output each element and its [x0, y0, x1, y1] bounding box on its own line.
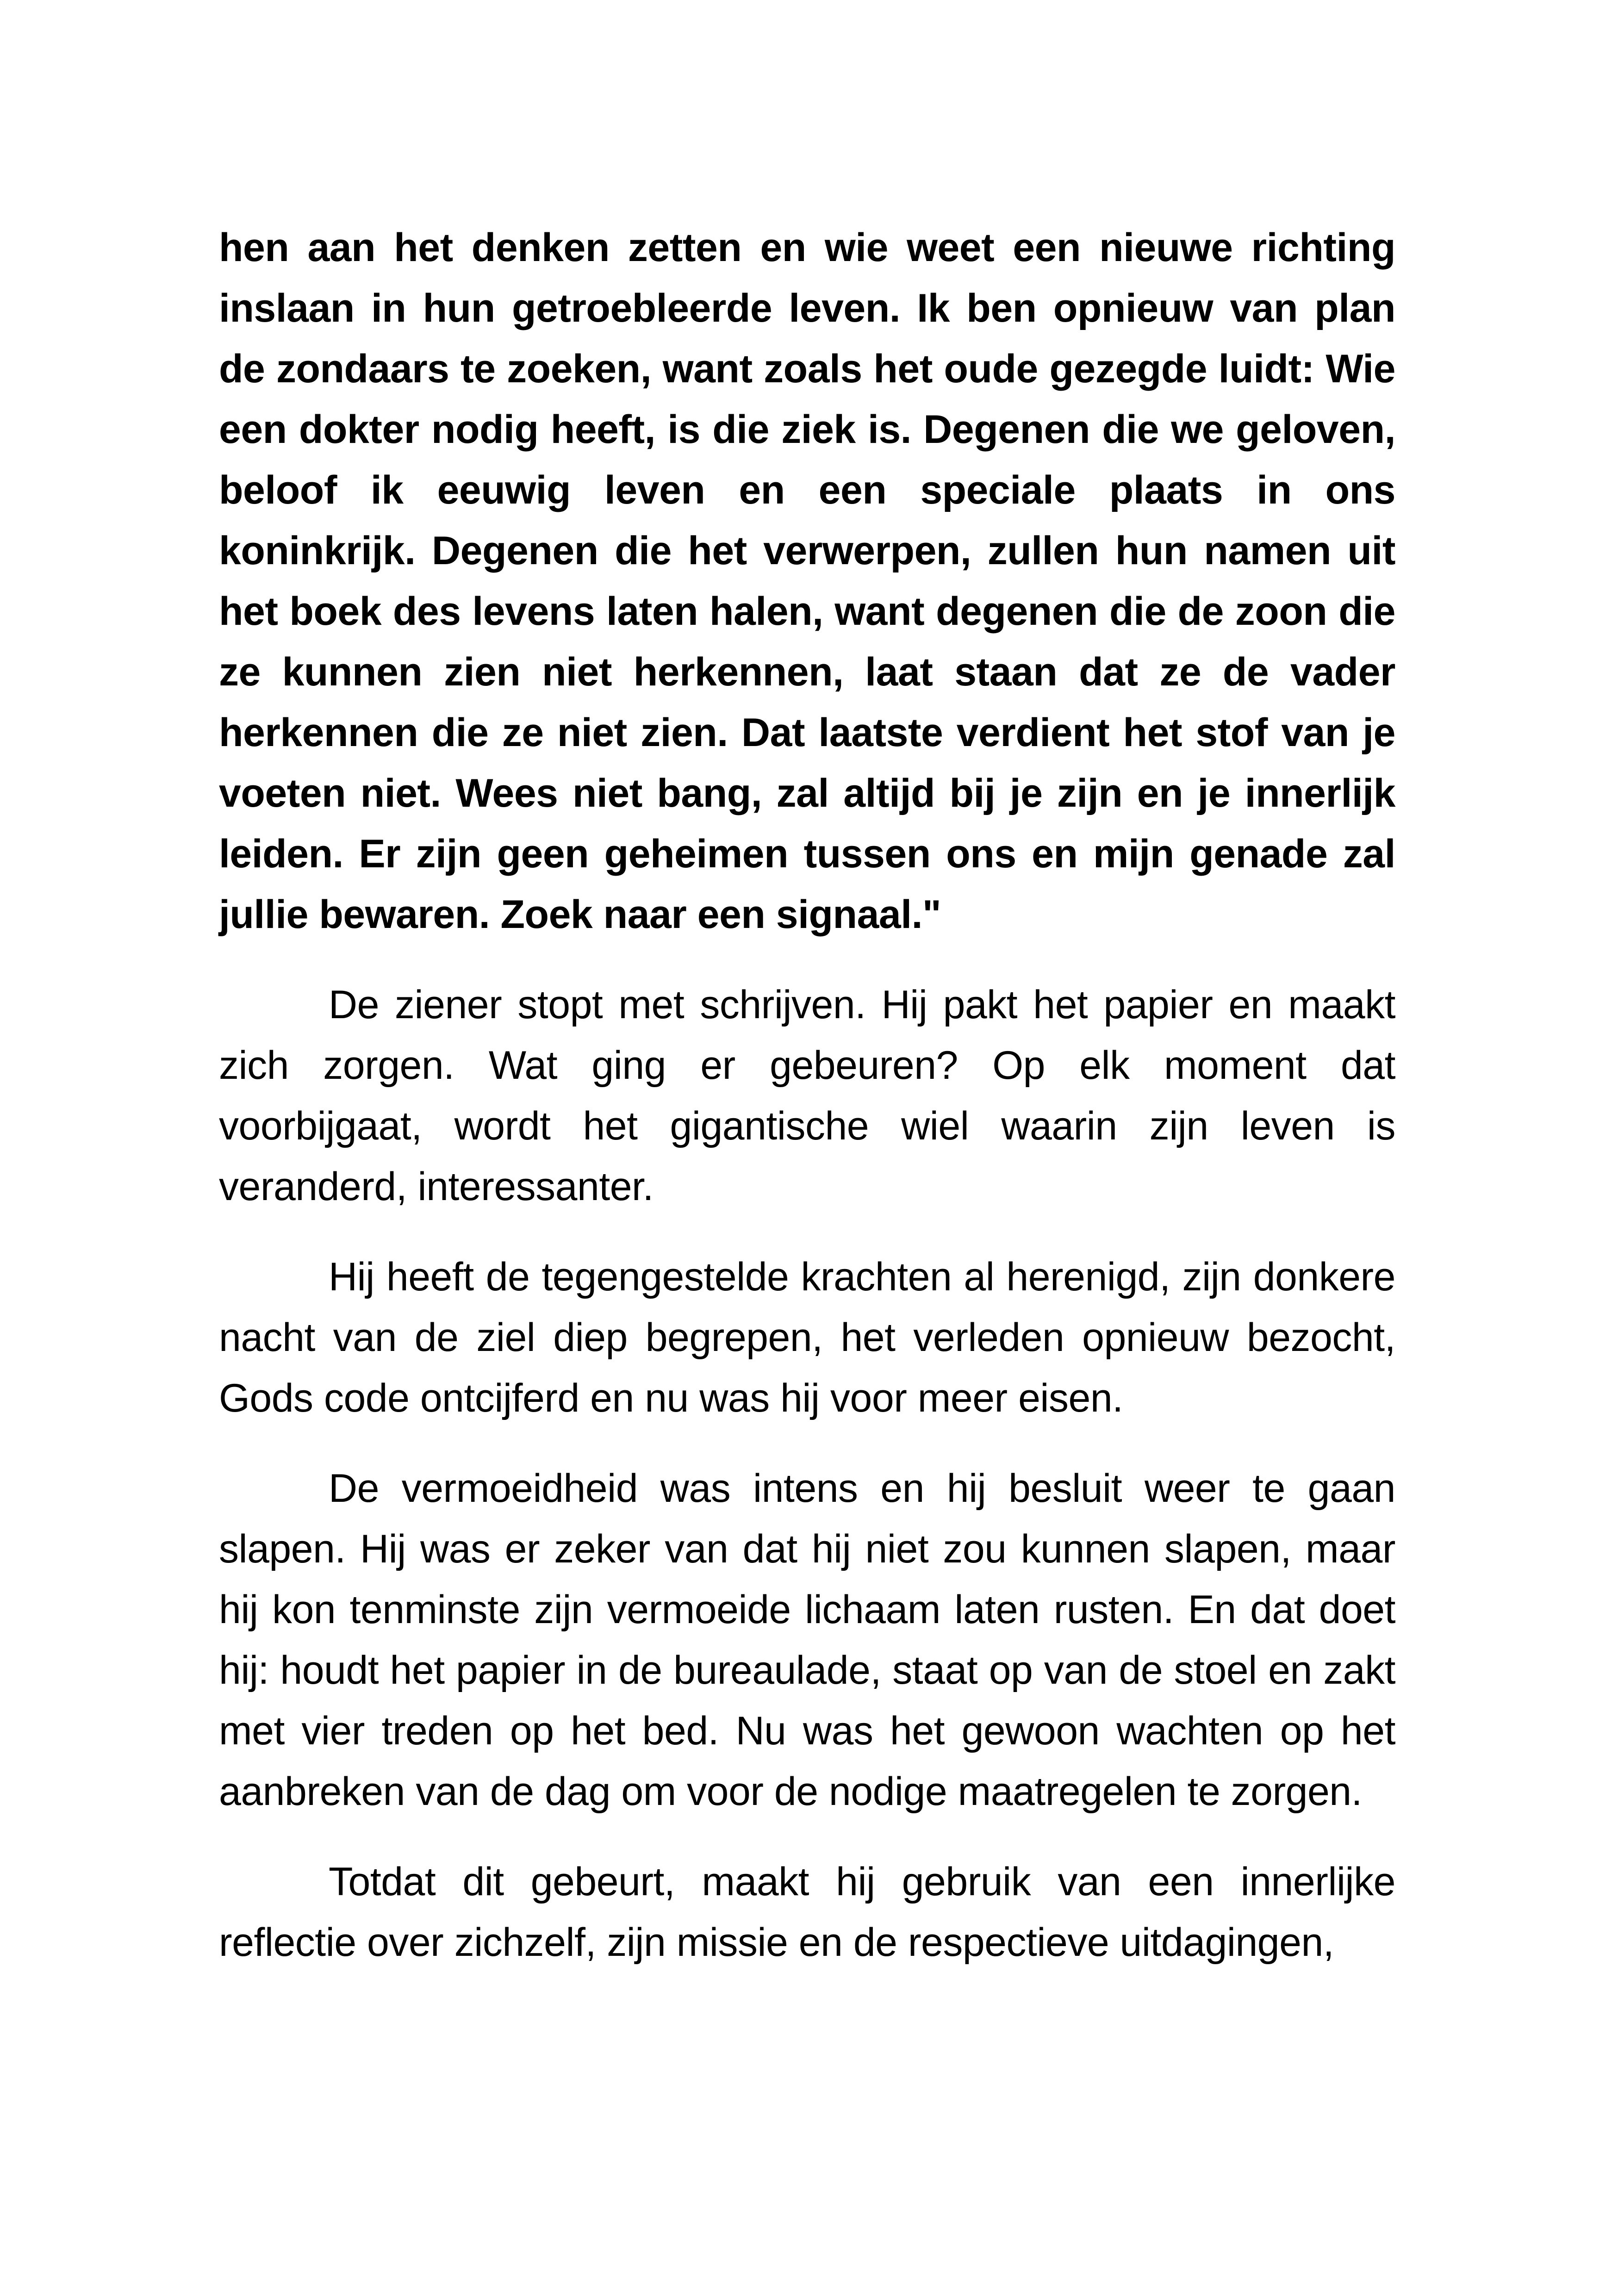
body-text	[219, 218, 1395, 1973]
paragraph-fatigue: De vermoeidheid was intens en hij besluit weer te gaan slapen. Hij was er zeker van dat hij niet zou kunnen slapen, maar hij kon tenminste zijn vermoeide lichaam laten rusten. En dat doet hij: houdt het papier in de bureaulade, staat op van de stoel en zakt met vier treden op het bed. Nu was het gewoon wachten op het aanbreken van de dag om voor de nodige maatregelen te zorgen.	[219, 1466, 1395, 1814]
paragraph-seer-stops-writing: De ziener stopt met schrijven. Hij pakt het papier en maakt zich zorgen. Wat ging er gebeuren? Op elk moment dat voorbijgaat, wordt het gigantische wiel waarin zijn leven is veranderd, interessanter.	[219, 983, 1395, 1209]
paragraph-opposing-forces: Hij heeft de tegengestelde krachten al herenigd, zijn donkere nacht van de ziel diep begrepen, het verleden opnieuw bezocht, Gods code ontcijferd en nu was hij voor meer eisen.	[219, 1255, 1395, 1420]
paragraph-quoted-message: hen aan het denken zetten en wie weet een nieuwe richting inslaan in hun getroebleerde leven. Ik ben opnieuw van plan de zondaars te zoeken, want zoals het oude gezegde luidt: Wie een dokter nodig heeft, is die ziek is. Degenen die we geloven, beloof ik eeuwig leven en een speciale plaats in ons koninkrijk. Degenen die het verwerpen, zullen hun namen uit het boek des levens laten halen, want degenen die de zoon die ze kunnen zien niet herkennen, laat staan dat ze de vader herkennen die ze niet zien. Dat laatste verdient het stof van je voeten niet. Wees niet bang, zal altijd bij je zijn en je innerlijk leiden. Er zijn geen geheimen tussen ons en mijn genade zal jullie bewaren. Zoek naar een signaal."	[219, 225, 1395, 937]
paragraph-reflection: Totdat dit gebeurt, maakt hij gebruik van een innerlijke reflectie over zichzelf, zijn missie en de respectieve uitdagingen,	[219, 1860, 1395, 1965]
